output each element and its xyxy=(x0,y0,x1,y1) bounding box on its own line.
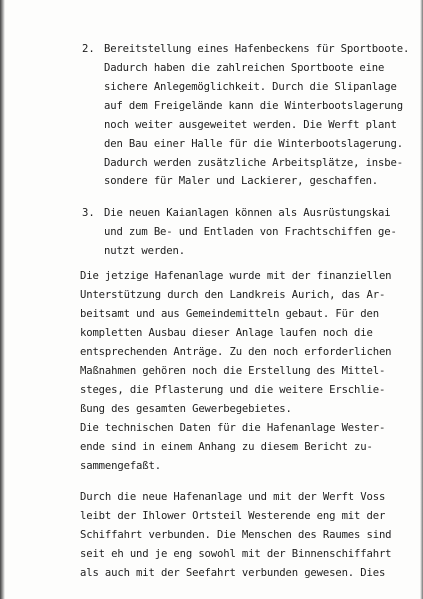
text-line: sichere Anlegemöglichkeit. Durch die Slipanlage xyxy=(104,81,397,93)
text-line: ßung des gesamten Gewerbegebietes. xyxy=(80,403,292,415)
text-line: Die jetzige Hafenanlage wurde mit der finanziellen xyxy=(80,270,392,282)
text-line: Die neuen Kaianlagen können als Ausrüstungskai xyxy=(104,207,391,219)
list-number: 2. xyxy=(82,43,95,55)
text-line: sammengefaßt. xyxy=(80,460,161,472)
text-line: und zum Be- und Entladen von Frachtschiffen ge- xyxy=(104,226,397,238)
text-line: kompletten Ausbau dieser Anlage laufen noch die xyxy=(80,327,373,339)
text-line: Dadurch haben die zahlreichen Sportboote eine xyxy=(104,62,385,74)
text-line: Unterstützung durch den Landkreis Aurich, das Ar- xyxy=(80,289,386,301)
text-line: auf dem Freigelände kann die Winterbootslagerung xyxy=(104,100,403,112)
list-number: 3. xyxy=(82,207,95,219)
text-line: beitsamt und aus Gemeindemitteln gebaut. Für den xyxy=(80,308,379,320)
text-line: leibt der Ihlower Ortsteil Westerende eng mit der xyxy=(80,510,386,522)
text-line: seit eh und je eng sowohl mit der Binnenschiffahrt xyxy=(80,548,392,560)
text-line: steges, die Pflasterung und die weitere Erschlie- xyxy=(80,384,386,396)
scan-edge-left xyxy=(0,0,5,599)
text-line: den Bau einer Halle für die Winterbootslagerung. xyxy=(104,138,403,150)
text-line: Schiffahrt verbunden. Die Menschen des Raumes sind xyxy=(80,529,392,541)
text-line: noch weiter ausgeweitet werden. Die Werft plant xyxy=(104,119,397,131)
text-line: nutzt werden. xyxy=(104,245,185,257)
text-line: Bereitstellung eines Hafenbeckens für Sportboote. xyxy=(104,43,410,55)
text-line: ende sind in einem Anhang zu diesem Bericht zu- xyxy=(80,441,373,453)
text-line: sondere für Maler und Lackierer, geschaffen. xyxy=(104,175,379,187)
text-line: als auch mit der Seefahrt verbunden gewesen. Dies xyxy=(80,567,386,579)
text-line: Die technischen Daten für die Hafenanlage Wester- xyxy=(80,422,386,434)
text-line: Maßnahmen gehören noch die Erstellung des Mittel- xyxy=(80,365,386,377)
text-line: Dadurch werden zusätzliche Arbeitsplätze, insbe- xyxy=(104,157,403,169)
text-line: Durch die neue Hafenanlage und mit der Werft Voss xyxy=(80,491,386,503)
text-line: entsprechenden Anträge. Zu den noch erforderlichen xyxy=(80,346,392,358)
